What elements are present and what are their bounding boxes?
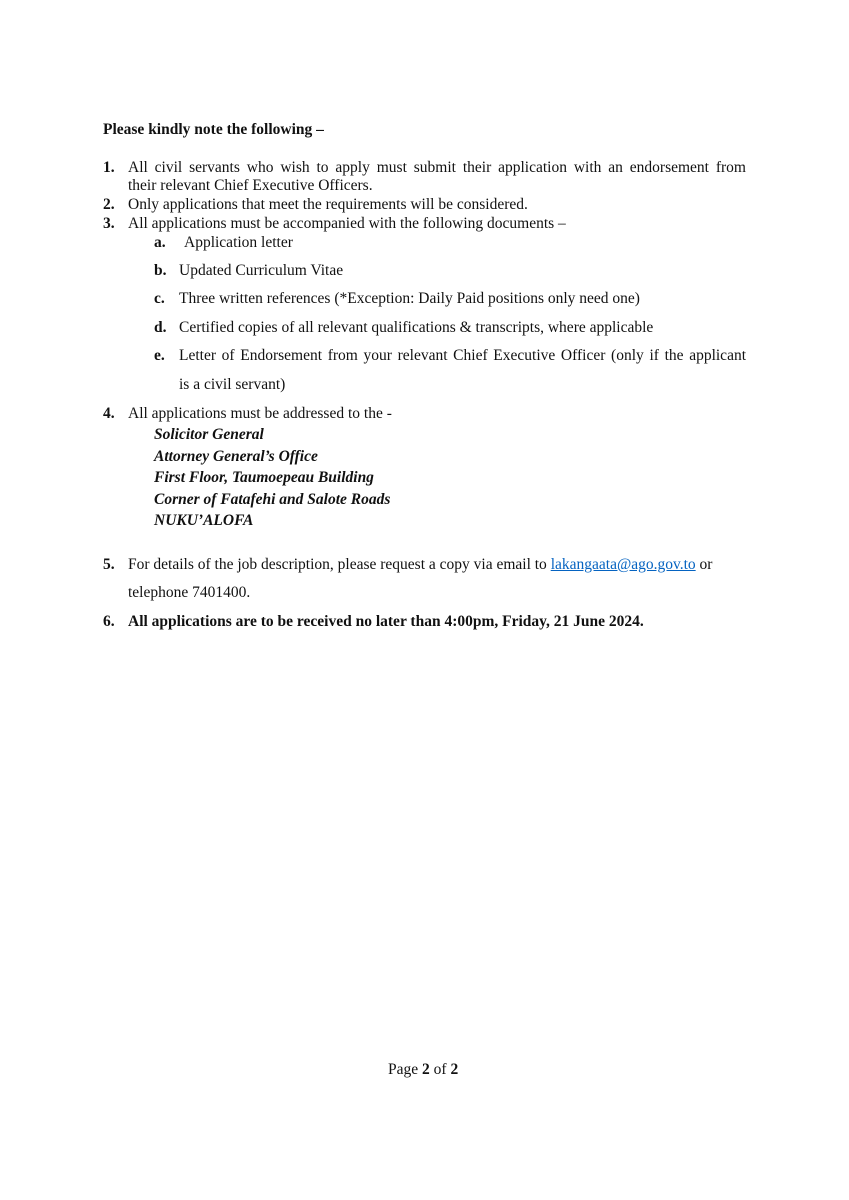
- item-3-number: 3.: [103, 215, 115, 232]
- address-line-4: Corner of Fatafehi and Salote Roads: [154, 491, 391, 508]
- address-line-3: First Floor, Taumoepeau Building: [154, 469, 374, 486]
- page-number: [388, 1061, 458, 1079]
- item-5-line1: [128, 556, 712, 574]
- doc-e-text-line1: Letter of Endorsement from your relevant Chief Executive Officer (only if the applicant: [179, 347, 746, 364]
- item-4-text: All applications must be addressed to the -: [128, 405, 392, 422]
- notice-heading: Please kindly note the following –: [103, 121, 324, 138]
- doc-e-text-line2: is a civil servant): [179, 376, 286, 393]
- doc-c-letter: c.: [154, 290, 165, 307]
- item-6-number: 6.: [103, 613, 115, 630]
- item-1-number: 1.: [103, 159, 115, 176]
- address-line-1: Solicitor General: [154, 426, 264, 443]
- page-prefix: Page: [388, 1061, 419, 1078]
- item-2-text: Only applications that meet the requirements will be considered.: [128, 196, 528, 213]
- page-of: of: [433, 1061, 447, 1078]
- item-1-text-line1: All civil servants who wish to apply must submit their application with an endorsement from: [128, 159, 746, 176]
- doc-d-letter: d.: [154, 319, 167, 336]
- page-total: 2: [450, 1061, 459, 1078]
- doc-c-text: Three written references (*Exception: Daily Paid positions only need one): [179, 290, 640, 307]
- doc-e-letter: e.: [154, 347, 165, 364]
- item-5-text-pre: For details of the job description, please request a copy via email to: [128, 556, 547, 573]
- item-1-text-line2: their relevant Chief Executive Officers.: [128, 177, 373, 194]
- doc-a-letter: a.: [154, 234, 166, 251]
- item-5-text-line2: telephone 7401400.: [128, 584, 251, 601]
- doc-b-text: Updated Curriculum Vitae: [179, 262, 344, 279]
- page-current: 2: [422, 1061, 430, 1078]
- deadline-text: All applications are to be received no later than 4:00pm, Friday, 21 June 2024.: [128, 613, 644, 630]
- email-link[interactable]: lakangaata@ago.gov.to: [550, 556, 696, 573]
- doc-a-text: Application letter: [184, 234, 293, 251]
- item-4-number: 4.: [103, 405, 115, 422]
- item-5-text-post: or: [699, 556, 713, 573]
- doc-b-letter: b.: [154, 262, 167, 279]
- doc-d-text: Certified copies of all relevant qualifications & transcripts, where applicable: [179, 319, 654, 336]
- item-2-number: 2.: [103, 196, 115, 213]
- item-5-number: 5.: [103, 556, 115, 573]
- address-line-5: NUKU’ALOFA: [154, 512, 254, 529]
- item-3-text: All applications must be accompanied with the following documents –: [128, 215, 566, 232]
- address-line-2: Attorney General’s Office: [154, 448, 318, 465]
